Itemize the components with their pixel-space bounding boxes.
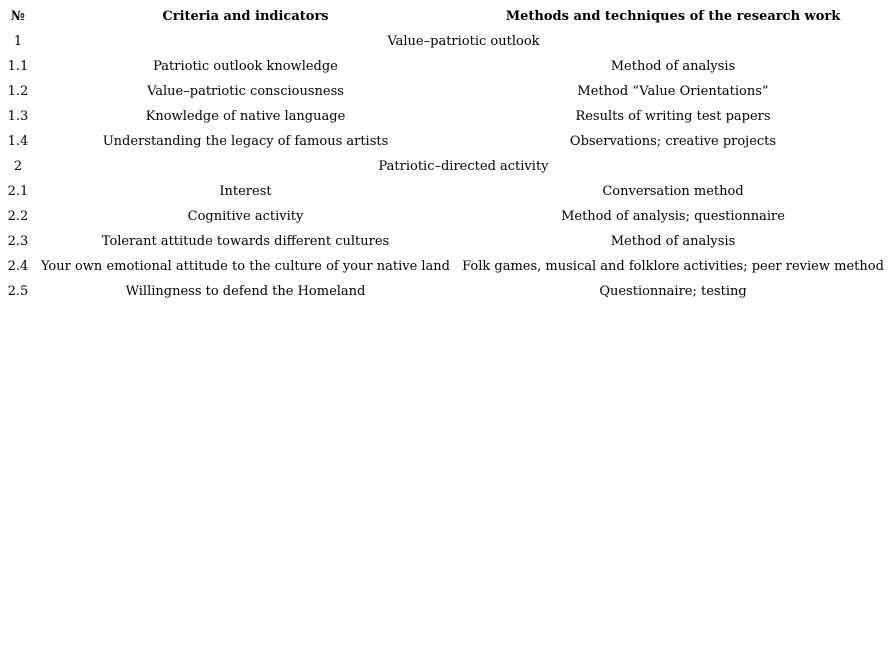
row-number-cell: 2.3 (7, 234, 29, 249)
row-number-cell: 1.1 (7, 59, 29, 74)
table-body (0, 29, 891, 304)
row-number-cell: 1.2 (7, 84, 29, 99)
criteria-cell: Your own emotional attitude to the culture of your native land (40, 259, 451, 274)
criteria-cell: Cognitive activity (187, 209, 304, 224)
methods-cell: Method “Value Orientations” (577, 84, 769, 99)
criteria-cell: Patriotic outlook knowledge (153, 59, 338, 74)
criteria-cell: Tolerant attitude towards different cultures (101, 234, 390, 249)
criteria-cell: Knowledge of native language (145, 109, 346, 124)
column-header-number: № (10, 9, 26, 24)
criteria-cell: Interest (219, 184, 272, 199)
row-number-cell: 1.4 (7, 134, 29, 149)
criteria-cell: Understanding the legacy of famous artists (102, 134, 389, 149)
table-row (0, 279, 891, 304)
row-number-cell: 2.1 (7, 184, 29, 199)
row-number-cell: 2 (13, 159, 23, 174)
criteria-methods-table (0, 4, 891, 304)
column-header-methods: Methods and techniques of the research work (505, 9, 841, 24)
methods-cell: Method of analysis (610, 234, 736, 249)
column-header-criteria: Criteria and indicators (162, 9, 329, 24)
row-number-cell: 1.3 (7, 109, 29, 124)
table-row (0, 254, 891, 279)
table-row (0, 54, 891, 79)
table-row (0, 129, 891, 154)
criteria-cell: Value–patriotic consciousness (147, 84, 344, 99)
table-row (0, 104, 891, 129)
methods-cell: Method of analysis (610, 59, 736, 74)
methods-cell: Method of analysis; questionnaire (561, 209, 785, 224)
header-row (0, 4, 891, 29)
table-row (0, 79, 891, 104)
row-number-cell: 2.4 (7, 259, 29, 274)
row-number-cell: 2.2 (7, 209, 29, 224)
table-row (0, 179, 891, 204)
methods-cell: Results of writing test papers (575, 109, 771, 124)
section-title-cell: Value–patriotic outlook (387, 34, 540, 49)
section-row (0, 29, 891, 54)
methods-cell: Folk games, musical and folklore activities; peer review method (462, 259, 884, 274)
page (0, 4, 891, 648)
row-number-cell: 2.5 (7, 284, 29, 299)
section-title-cell: Patriotic–directed activity (378, 159, 549, 174)
methods-cell: Questionnaire; testing (599, 284, 747, 299)
table-row (0, 204, 891, 229)
methods-cell: Observations; creative projects (569, 134, 777, 149)
section-row (0, 154, 891, 179)
row-number-cell: 1 (13, 34, 23, 49)
methods-cell: Conversation method (602, 184, 744, 199)
table-row (0, 229, 891, 254)
criteria-cell: Willingness to defend the Homeland (125, 284, 366, 299)
